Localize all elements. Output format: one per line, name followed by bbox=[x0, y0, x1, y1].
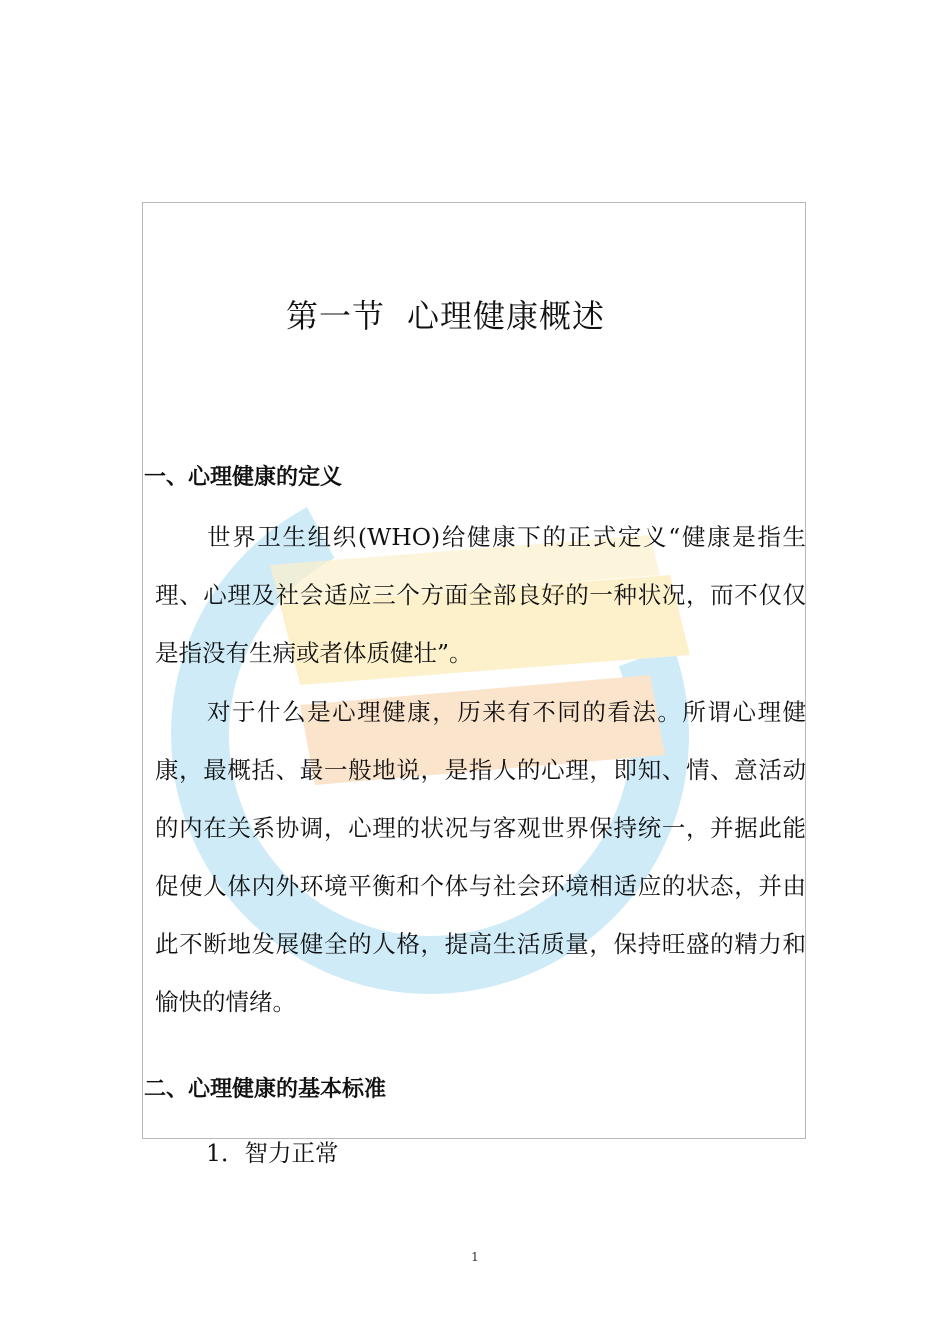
section-heading-standards: 二、心理健康的基本标准 bbox=[144, 1077, 387, 1102]
page-title bbox=[286, 291, 605, 337]
paragraph-who-definition: 世界卫生组织(WHO)给健康下的正式定义“健康是指生理、心理及社会适应三个方面全部良好的一种状况，而不仅仅是指没有生病或者体质健壮”。 bbox=[155, 523, 806, 667]
paragraph-mental-health-meaning: 对于什么是心理健康，历来有不同的看法。所谓心理健康，最概括、最一般地说，是指人的心理，即知、情、意活动的内在关系协调，心理的状况与客观世界保持统一，并据此能促使人体内外环境平衡和个体与社会环境相适应的状态，并由此不断地发展健全的人格，提高生活质量，保持旺盛的精力和愉快的情绪。 bbox=[155, 698, 806, 1016]
list-item-intelligence: 1．智力正常 bbox=[206, 1139, 339, 1167]
title-chapter: 第一节 bbox=[286, 297, 386, 335]
page-number: 1 bbox=[471, 1250, 479, 1264]
section-heading-definition: 一、心理健康的定义 bbox=[144, 465, 343, 490]
title-topic: 心理健康概述 bbox=[407, 297, 606, 335]
